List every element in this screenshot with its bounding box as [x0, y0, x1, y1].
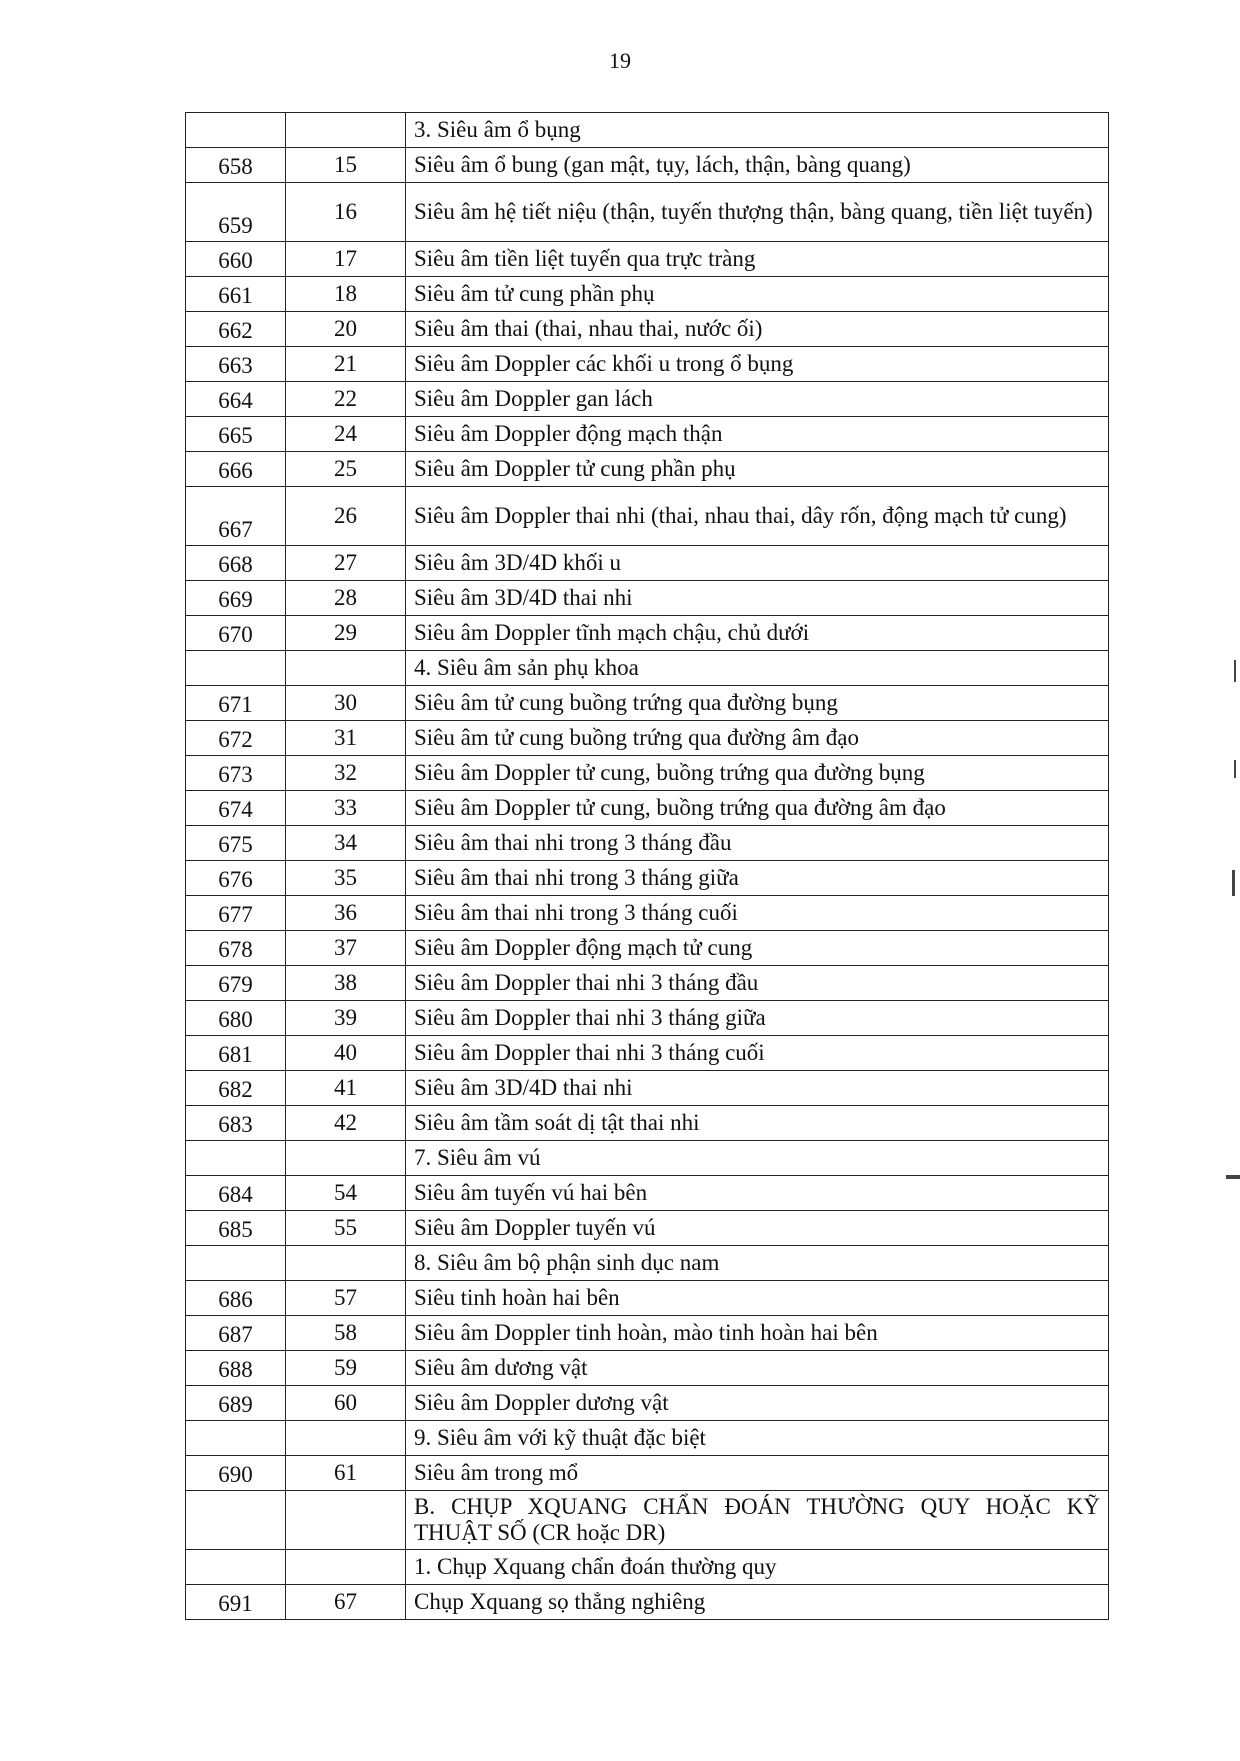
- row-code-cell: [286, 651, 406, 686]
- table-row: [186, 1211, 1109, 1246]
- row-name-cell: Siêu âm Doppler tuyến vú: [406, 1211, 1109, 1246]
- row-code-cell: 61: [286, 1456, 406, 1491]
- row-code-cell: 15: [286, 148, 406, 183]
- table-row: [186, 581, 1109, 616]
- table-row: [186, 1036, 1109, 1071]
- row-stt-cell: [186, 1491, 286, 1550]
- row-name-cell: Siêu âm Doppler tĩnh mạch chậu, chủ dưới: [406, 616, 1109, 651]
- row-name-cell: 1. Chụp Xquang chẩn đoán thường quy: [406, 1550, 1109, 1585]
- table-row: [186, 546, 1109, 581]
- table-row: [186, 1246, 1109, 1281]
- page-number: 19: [609, 48, 631, 73]
- row-stt-cell: 664: [186, 382, 286, 417]
- row-code-cell: 16: [286, 183, 406, 242]
- row-code-cell: [286, 1550, 406, 1585]
- row-code-cell: 40: [286, 1036, 406, 1071]
- table-row: [186, 148, 1109, 183]
- row-code-cell: 54: [286, 1176, 406, 1211]
- row-name-cell: Siêu âm Doppler tử cung phần phụ: [406, 452, 1109, 487]
- row-code-cell: 67: [286, 1585, 406, 1620]
- row-stt-cell: 667: [186, 487, 286, 546]
- table-row: [186, 1550, 1109, 1585]
- row-code-cell: 34: [286, 826, 406, 861]
- row-code-cell: 20: [286, 312, 406, 347]
- table-row: [186, 791, 1109, 826]
- row-code-cell: 38: [286, 966, 406, 1001]
- table-row: [186, 452, 1109, 487]
- row-code-cell: 28: [286, 581, 406, 616]
- row-code-cell: 31: [286, 721, 406, 756]
- row-name-cell: Siêu âm Doppler tử cung, buồng trứng qua đường âm đạo: [406, 791, 1109, 826]
- row-stt-cell: 668: [186, 546, 286, 581]
- row-name-cell: Siêu âm Doppler các khối u trong ổ bụng: [406, 347, 1109, 382]
- procedure-table-body: [186, 113, 1109, 1620]
- table-row: [186, 861, 1109, 896]
- row-stt-cell: 686: [186, 1281, 286, 1316]
- row-stt-cell: 666: [186, 452, 286, 487]
- row-stt-cell: 677: [186, 896, 286, 931]
- row-name-cell: Siêu âm trong mổ: [406, 1456, 1109, 1491]
- row-code-cell: 25: [286, 452, 406, 487]
- row-stt-cell: 663: [186, 347, 286, 382]
- row-name-cell: 7. Siêu âm vú: [406, 1141, 1109, 1176]
- row-code-cell: 36: [286, 896, 406, 931]
- row-name-cell: Siêu âm tử cung buồng trứng qua đường âm đạo: [406, 721, 1109, 756]
- row-name-cell: Siêu âm Doppler động mạch thận: [406, 417, 1109, 452]
- table-row: [186, 1585, 1109, 1620]
- row-stt-cell: 690: [186, 1456, 286, 1491]
- table-row: [186, 651, 1109, 686]
- row-stt-cell: 679: [186, 966, 286, 1001]
- table-row: [186, 931, 1109, 966]
- row-code-cell: 22: [286, 382, 406, 417]
- table-row: [186, 1141, 1109, 1176]
- row-stt-cell: 681: [186, 1036, 286, 1071]
- row-code-cell: [286, 1421, 406, 1456]
- row-name-cell: Siêu âm dương vật: [406, 1351, 1109, 1386]
- table-row: [186, 721, 1109, 756]
- row-name-cell: B. CHỤP XQUANG CHẨN ĐOÁN THƯỜNG QUY HOẶC KỸ THUẬT SỐ (CR hoặc DR): [406, 1491, 1109, 1550]
- table-row: [186, 1071, 1109, 1106]
- row-code-cell: 32: [286, 756, 406, 791]
- row-name-cell: 3. Siêu âm ổ bụng: [406, 113, 1109, 148]
- table-row: [186, 686, 1109, 721]
- row-stt-cell: 685: [186, 1211, 286, 1246]
- row-name-cell: Siêu âm thai (thai, nhau thai, nước ối): [406, 312, 1109, 347]
- table-row: [186, 1106, 1109, 1141]
- table-row: [186, 487, 1109, 546]
- row-name-cell: Siêu âm tầm soát dị tật thai nhi: [406, 1106, 1109, 1141]
- row-stt-cell: 659: [186, 183, 286, 242]
- table-row: [186, 183, 1109, 242]
- scan-artifact: [1234, 660, 1236, 682]
- table-row: [186, 1281, 1109, 1316]
- row-name-cell: Siêu âm Doppler thai nhi 3 tháng đầu: [406, 966, 1109, 1001]
- row-code-cell: 33: [286, 791, 406, 826]
- row-name-cell: Siêu tinh hoàn hai bên: [406, 1281, 1109, 1316]
- table-row: [186, 1456, 1109, 1491]
- row-name-cell: Siêu âm thai nhi trong 3 tháng cuối: [406, 896, 1109, 931]
- row-stt-cell: [186, 1246, 286, 1281]
- row-code-cell: 57: [286, 1281, 406, 1316]
- row-code-cell: 55: [286, 1211, 406, 1246]
- row-name-cell: Siêu âm 3D/4D khối u: [406, 546, 1109, 581]
- table-row: [186, 896, 1109, 931]
- table-row: [186, 417, 1109, 452]
- row-stt-cell: 683: [186, 1106, 286, 1141]
- row-stt-cell: 662: [186, 312, 286, 347]
- scan-artifact: [1226, 1175, 1240, 1179]
- row-code-cell: [286, 1246, 406, 1281]
- row-code-cell: 26: [286, 487, 406, 546]
- row-name-cell: Siêu âm Doppler thai nhi 3 tháng cuối: [406, 1036, 1109, 1071]
- row-name-cell: Siêu âm 3D/4D thai nhi: [406, 581, 1109, 616]
- row-name-cell: Siêu âm tử cung phần phụ: [406, 277, 1109, 312]
- row-code-cell: 58: [286, 1316, 406, 1351]
- table-row: [186, 826, 1109, 861]
- row-stt-cell: 665: [186, 417, 286, 452]
- row-code-cell: 42: [286, 1106, 406, 1141]
- row-name-cell: Siêu âm 3D/4D thai nhi: [406, 1071, 1109, 1106]
- row-name-cell: Siêu âm Doppler dương vật: [406, 1386, 1109, 1421]
- row-stt-cell: [186, 1550, 286, 1585]
- row-stt-cell: [186, 1421, 286, 1456]
- row-code-cell: 39: [286, 1001, 406, 1036]
- row-code-cell: 30: [286, 686, 406, 721]
- row-name-cell: Siêu âm tuyến vú hai bên: [406, 1176, 1109, 1211]
- table-row: [186, 312, 1109, 347]
- row-name-cell: Siêu âm Doppler gan lách: [406, 382, 1109, 417]
- row-name-cell: Siêu âm thai nhi trong 3 tháng đầu: [406, 826, 1109, 861]
- table-row: [186, 1001, 1109, 1036]
- table-row: [186, 347, 1109, 382]
- row-name-cell: Chụp Xquang sọ thẳng nghiêng: [406, 1585, 1109, 1620]
- row-code-cell: 37: [286, 931, 406, 966]
- row-stt-cell: [186, 651, 286, 686]
- row-name-cell: Siêu âm Doppler thai nhi (thai, nhau thai, dây rốn, động mạch tử cung): [406, 487, 1109, 546]
- row-name-cell: Siêu âm Doppler động mạch tử cung: [406, 931, 1109, 966]
- table-row: [186, 616, 1109, 651]
- row-code-cell: [286, 1141, 406, 1176]
- table-row: [186, 1491, 1109, 1550]
- row-stt-cell: 675: [186, 826, 286, 861]
- scan-artifact: [1232, 870, 1235, 896]
- row-stt-cell: 671: [186, 686, 286, 721]
- row-name-cell: Siêu âm tiền liệt tuyến qua trực tràng: [406, 242, 1109, 277]
- table-row: [186, 1316, 1109, 1351]
- row-name-cell: 8. Siêu âm bộ phận sinh dục nam: [406, 1246, 1109, 1281]
- row-stt-cell: 682: [186, 1071, 286, 1106]
- row-code-cell: 59: [286, 1351, 406, 1386]
- row-code-cell: 17: [286, 242, 406, 277]
- row-name-cell: 4. Siêu âm sản phụ khoa: [406, 651, 1109, 686]
- row-stt-cell: 678: [186, 931, 286, 966]
- row-stt-cell: 673: [186, 756, 286, 791]
- row-name-cell: Siêu âm Doppler tử cung, buồng trứng qua đường bụng: [406, 756, 1109, 791]
- table-row: [186, 382, 1109, 417]
- row-stt-cell: 658: [186, 148, 286, 183]
- row-name-cell: 9. Siêu âm với kỹ thuật đặc biệt: [406, 1421, 1109, 1456]
- row-stt-cell: [186, 113, 286, 148]
- row-stt-cell: 680: [186, 1001, 286, 1036]
- row-code-cell: 27: [286, 546, 406, 581]
- table-row: [186, 277, 1109, 312]
- row-name-cell: Siêu âm Doppler thai nhi 3 tháng giữa: [406, 1001, 1109, 1036]
- procedure-table: [185, 112, 1109, 1620]
- row-code-cell: 41: [286, 1071, 406, 1106]
- row-code-cell: 35: [286, 861, 406, 896]
- row-stt-cell: 684: [186, 1176, 286, 1211]
- table-row: [186, 113, 1109, 148]
- row-stt-cell: 689: [186, 1386, 286, 1421]
- row-stt-cell: 688: [186, 1351, 286, 1386]
- row-name-cell: Siêu âm Doppler tinh hoàn, mào tinh hoàn hai bên: [406, 1316, 1109, 1351]
- row-code-cell: 21: [286, 347, 406, 382]
- table-row: [186, 1421, 1109, 1456]
- row-code-cell: 60: [286, 1386, 406, 1421]
- row-stt-cell: 660: [186, 242, 286, 277]
- table-row: [186, 966, 1109, 1001]
- row-stt-cell: 672: [186, 721, 286, 756]
- row-stt-cell: 674: [186, 791, 286, 826]
- row-name-cell: Siêu âm hệ tiết niệu (thận, tuyến thượng thận, bàng quang, tiền liệt tuyến): [406, 183, 1109, 242]
- row-stt-cell: 661: [186, 277, 286, 312]
- row-code-cell: 18: [286, 277, 406, 312]
- row-code-cell: 29: [286, 616, 406, 651]
- row-name-cell: Siêu âm ổ bung (gan mật, tụy, lách, thận, bàng quang): [406, 148, 1109, 183]
- row-name-cell: Siêu âm thai nhi trong 3 tháng giữa: [406, 861, 1109, 896]
- row-code-cell: [286, 1491, 406, 1550]
- row-stt-cell: 669: [186, 581, 286, 616]
- row-name-cell: Siêu âm tử cung buồng trứng qua đường bụng: [406, 686, 1109, 721]
- row-stt-cell: 691: [186, 1585, 286, 1620]
- row-stt-cell: 676: [186, 861, 286, 896]
- row-stt-cell: 687: [186, 1316, 286, 1351]
- table-row: [186, 1386, 1109, 1421]
- row-stt-cell: [186, 1141, 286, 1176]
- row-code-cell: 24: [286, 417, 406, 452]
- row-stt-cell: 670: [186, 616, 286, 651]
- table-row: [186, 756, 1109, 791]
- table-row: [186, 1351, 1109, 1386]
- table-row: [186, 242, 1109, 277]
- scan-artifact: [1234, 760, 1236, 778]
- table-row: [186, 1176, 1109, 1211]
- row-code-cell: [286, 113, 406, 148]
